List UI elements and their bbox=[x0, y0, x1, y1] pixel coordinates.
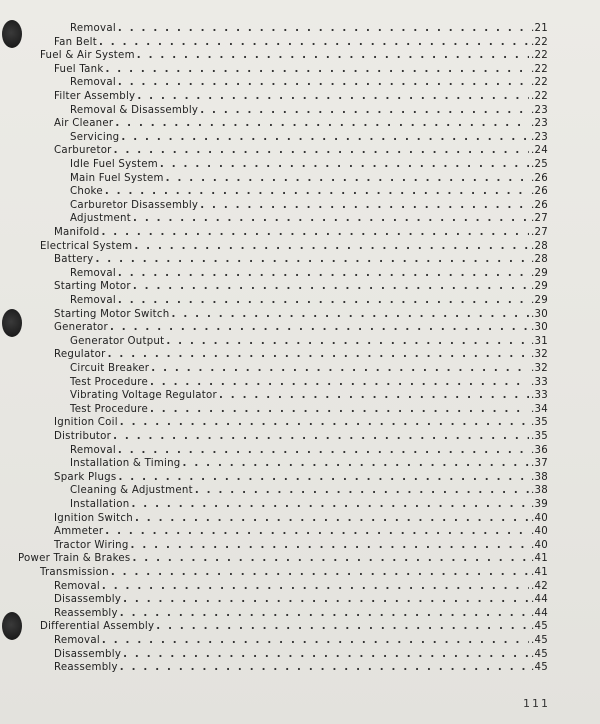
dot-leader bbox=[101, 226, 529, 240]
toc-entry-label: Generator Output bbox=[70, 335, 165, 347]
dot-leader bbox=[166, 172, 529, 186]
toc-entry-label: Servicing bbox=[70, 131, 120, 143]
toc-entry bbox=[70, 199, 548, 213]
toc-entry-label: Battery bbox=[54, 254, 94, 266]
toc-entry-page: .25 bbox=[531, 159, 548, 170]
dot-leader bbox=[132, 552, 529, 566]
toc-entry bbox=[54, 117, 548, 131]
toc-entry-label: Installation & Timing bbox=[70, 458, 181, 470]
dot-leader bbox=[111, 566, 529, 580]
toc-entry bbox=[54, 539, 548, 553]
toc-entry bbox=[70, 403, 548, 417]
toc-entry bbox=[54, 661, 548, 675]
dot-leader bbox=[118, 267, 529, 281]
toc-entry bbox=[54, 430, 548, 444]
toc-entry-label: Main Fuel System bbox=[70, 172, 164, 184]
dot-leader bbox=[102, 634, 529, 648]
dot-leader bbox=[105, 185, 529, 199]
toc-entry-label: Fuel & Air System bbox=[40, 50, 135, 62]
dot-leader bbox=[150, 376, 529, 390]
toc-entry-label: Differential Assembly bbox=[40, 621, 155, 633]
toc-entry-label: Removal bbox=[70, 23, 116, 34]
toc-entry-label: Generator bbox=[54, 322, 108, 334]
toc-entry-label: Removal bbox=[54, 635, 100, 646]
toc-entry-page: .45 bbox=[531, 648, 548, 660]
dot-leader bbox=[110, 321, 529, 335]
binder-hole-top bbox=[2, 20, 22, 48]
toc-entry-label: Adjustment bbox=[70, 213, 131, 225]
dot-leader bbox=[118, 76, 529, 90]
toc-entry-page: .31 bbox=[531, 335, 548, 347]
toc-entry-label: Disassembly bbox=[54, 594, 122, 606]
toc-entry-label: Removal & Disassembly bbox=[70, 104, 199, 116]
toc-entry bbox=[70, 185, 548, 199]
dot-leader bbox=[123, 648, 529, 662]
toc-entry bbox=[70, 362, 548, 376]
toc-entry-page: .24 bbox=[531, 145, 548, 157]
toc-entry-page: .21 bbox=[531, 23, 548, 34]
dot-leader bbox=[105, 525, 529, 539]
toc-entry bbox=[54, 90, 548, 104]
toc-entry bbox=[54, 144, 548, 158]
toc-entry bbox=[54, 280, 548, 294]
dot-leader bbox=[131, 539, 530, 553]
toc-entry-label: Test Procedure bbox=[70, 376, 148, 388]
toc-entry-page: .32 bbox=[531, 349, 548, 361]
toc-entry-page: .26 bbox=[531, 186, 548, 198]
toc-entry-label: Ignition Coil bbox=[54, 417, 118, 429]
toc-entry-label: Starting Motor bbox=[54, 281, 131, 293]
dot-leader bbox=[118, 471, 529, 485]
toc-entry-label: Idle Fuel System bbox=[70, 159, 158, 170]
toc-entry bbox=[70, 267, 548, 281]
dot-leader bbox=[172, 308, 530, 322]
toc-entry-page: .41 bbox=[531, 567, 548, 578]
toc-entry bbox=[54, 525, 548, 539]
toc-entry-page: .41 bbox=[531, 553, 548, 565]
dot-leader bbox=[99, 36, 529, 50]
toc-entry-page: .29 bbox=[531, 295, 548, 306]
dot-leader bbox=[121, 131, 529, 145]
toc-entry-page: .37 bbox=[531, 458, 548, 470]
page-number: 111 bbox=[523, 697, 550, 710]
toc-entry-page: .38 bbox=[531, 485, 548, 497]
toc-entry-page: .27 bbox=[531, 227, 548, 238]
toc-entry-label: Reassembly bbox=[54, 607, 118, 619]
toc-entry-label: Vibrating Voltage Regulator bbox=[70, 390, 217, 402]
toc-entry-page: .36 bbox=[531, 444, 548, 456]
dot-leader bbox=[160, 158, 529, 172]
dot-leader bbox=[108, 348, 529, 362]
dot-leader bbox=[166, 335, 529, 349]
dot-leader bbox=[118, 22, 529, 36]
dot-leader bbox=[115, 117, 529, 131]
toc-entry-page: .40 bbox=[531, 526, 548, 538]
toc-entry-label: Starting Motor Switch bbox=[54, 308, 170, 320]
toc-entry-page: .40 bbox=[531, 539, 548, 551]
toc-entry-label: Cleaning & Adjustment bbox=[70, 485, 193, 497]
dot-leader bbox=[150, 403, 529, 417]
dot-leader bbox=[120, 661, 529, 675]
toc-entry-page: .40 bbox=[531, 512, 548, 524]
dot-leader bbox=[183, 457, 530, 471]
toc-entry-label: Choke bbox=[70, 186, 103, 198]
dot-leader bbox=[95, 253, 529, 267]
toc-entry-label: Fuel Tank bbox=[54, 63, 104, 75]
toc-entry-label: Manifold bbox=[54, 227, 100, 238]
toc-entry bbox=[54, 580, 548, 594]
toc-entry-page: .35 bbox=[531, 431, 548, 442]
toc-entry-label: Removal bbox=[54, 580, 100, 592]
toc-entry-label: Carburetor Disassembly bbox=[70, 199, 199, 211]
toc-entry-label: Filter Assembly bbox=[54, 91, 136, 102]
toc-entry-label: Ammeter bbox=[54, 526, 104, 538]
dot-leader bbox=[195, 484, 529, 498]
toc-entry-label: Circuit Breaker bbox=[70, 363, 150, 374]
toc-entry-page: .28 bbox=[531, 254, 548, 266]
toc-entry bbox=[54, 648, 548, 662]
dot-leader bbox=[134, 240, 529, 254]
dot-leader bbox=[118, 444, 529, 458]
toc-entry-label: Removal bbox=[70, 444, 116, 456]
toc-entry bbox=[40, 240, 548, 254]
dot-leader bbox=[200, 104, 529, 118]
toc-entry-page: .22 bbox=[531, 91, 548, 102]
toc-entry-label: Power Train & Brakes bbox=[18, 553, 131, 565]
toc-entry bbox=[54, 512, 548, 526]
dot-leader bbox=[133, 280, 529, 294]
toc-entry-page: .30 bbox=[531, 322, 548, 334]
toc-entry-page: .30 bbox=[531, 308, 548, 320]
toc-entry bbox=[54, 416, 548, 430]
toc-entry-label: Distributor bbox=[54, 431, 112, 442]
toc-entry-page: .32 bbox=[531, 363, 548, 374]
toc-entry bbox=[54, 593, 548, 607]
toc-entry-label: Regulator bbox=[54, 349, 106, 361]
toc-entry-label: Air Cleaner bbox=[54, 118, 114, 130]
toc-entry-label: Installation bbox=[70, 499, 130, 510]
toc-entry bbox=[54, 634, 548, 648]
toc-entry-page: .28 bbox=[531, 240, 548, 252]
toc-entry bbox=[40, 620, 548, 634]
toc-entry-page: .38 bbox=[531, 471, 548, 483]
toc-entry bbox=[54, 607, 548, 621]
toc-entry-page: .45 bbox=[531, 662, 548, 674]
toc-entry bbox=[70, 389, 548, 403]
toc-entry-page: .33 bbox=[531, 376, 548, 388]
toc-entry-page: .22 bbox=[531, 63, 548, 75]
dot-leader bbox=[133, 212, 529, 226]
toc-entry-label: Carburetor bbox=[54, 145, 112, 157]
toc-entry bbox=[70, 484, 548, 498]
toc-entry-label: Removal bbox=[70, 295, 116, 306]
dot-leader bbox=[151, 362, 529, 376]
dot-leader bbox=[102, 580, 529, 594]
toc-entry bbox=[54, 36, 548, 50]
toc-entry-label: Reassembly bbox=[54, 662, 118, 674]
toc-entry-label: Ignition Switch bbox=[54, 512, 133, 524]
dot-leader bbox=[135, 512, 529, 526]
toc-entry-label: Disassembly bbox=[54, 648, 122, 660]
toc-entry bbox=[70, 172, 548, 186]
dot-leader bbox=[200, 199, 529, 213]
dot-leader bbox=[113, 430, 529, 444]
toc-entry-page: .45 bbox=[531, 635, 548, 646]
toc-entry bbox=[54, 471, 548, 485]
toc-entry-page: .44 bbox=[531, 594, 548, 606]
dot-leader bbox=[118, 294, 529, 308]
toc-entry-page: .23 bbox=[531, 131, 548, 143]
toc-entry-label: Electrical System bbox=[40, 240, 133, 252]
toc-entry bbox=[70, 376, 548, 390]
toc-entry-label: Removal bbox=[70, 267, 116, 279]
toc-entry bbox=[70, 158, 548, 172]
toc-entry bbox=[70, 22, 548, 36]
dot-leader bbox=[137, 90, 529, 104]
toc-entry-page: .22 bbox=[531, 50, 548, 62]
toc-entry-page: .23 bbox=[531, 118, 548, 130]
toc-entry-page: .39 bbox=[531, 499, 548, 510]
toc-entry bbox=[54, 308, 548, 322]
toc-entry bbox=[70, 104, 548, 118]
toc-entry-page: .29 bbox=[531, 267, 548, 279]
toc-entry bbox=[70, 76, 548, 90]
toc-entry-page: .34 bbox=[531, 403, 548, 415]
toc-entry-page: .29 bbox=[531, 281, 548, 293]
toc-entry-page: .26 bbox=[531, 199, 548, 211]
toc-entry bbox=[54, 226, 548, 240]
toc-entry bbox=[70, 498, 548, 512]
toc-entry-page: .42 bbox=[531, 580, 548, 592]
dot-leader bbox=[114, 144, 529, 158]
toc-entry-label: Removal bbox=[70, 77, 116, 89]
dot-leader bbox=[120, 607, 529, 621]
dot-leader bbox=[105, 63, 529, 77]
binder-hole-middle bbox=[2, 309, 22, 337]
toc-entry-page: .22 bbox=[531, 36, 548, 48]
dot-leader bbox=[219, 389, 529, 403]
toc-entry bbox=[70, 444, 548, 458]
toc-entry-page: .23 bbox=[531, 104, 548, 116]
toc-entry-label: Transmission bbox=[40, 567, 109, 578]
toc-entry-page: .44 bbox=[531, 607, 548, 619]
toc-entry bbox=[54, 63, 548, 77]
toc-entry-page: .22 bbox=[531, 77, 548, 89]
dot-leader bbox=[137, 49, 529, 63]
toc-entry bbox=[54, 253, 548, 267]
dot-leader bbox=[123, 593, 529, 607]
toc-entry-page: .33 bbox=[531, 390, 548, 402]
binder-hole-bottom bbox=[2, 612, 22, 640]
toc-entry bbox=[54, 348, 548, 362]
toc-entry bbox=[18, 552, 548, 566]
toc-entry-label: Spark Plugs bbox=[54, 471, 117, 483]
toc-entry-label: Tractor Wiring bbox=[54, 539, 129, 551]
toc-entry-page: .27 bbox=[531, 213, 548, 225]
toc-entry bbox=[70, 294, 548, 308]
toc-entry-page: .45 bbox=[531, 621, 548, 633]
dot-leader bbox=[131, 498, 529, 512]
toc-entry bbox=[70, 335, 548, 349]
dot-leader bbox=[156, 620, 529, 634]
toc-entry bbox=[40, 49, 548, 63]
toc-entry bbox=[40, 566, 548, 580]
toc-entry-page: .26 bbox=[531, 172, 548, 184]
toc-entry bbox=[70, 131, 548, 145]
toc-entry bbox=[54, 321, 548, 335]
toc-entry bbox=[70, 457, 548, 471]
dot-leader bbox=[120, 416, 529, 430]
toc-entry bbox=[70, 212, 548, 226]
toc-entry-label: Fan Belt bbox=[54, 36, 97, 48]
toc-entry-page: .35 bbox=[531, 417, 548, 429]
toc-entry-label: Test Procedure bbox=[70, 403, 148, 415]
